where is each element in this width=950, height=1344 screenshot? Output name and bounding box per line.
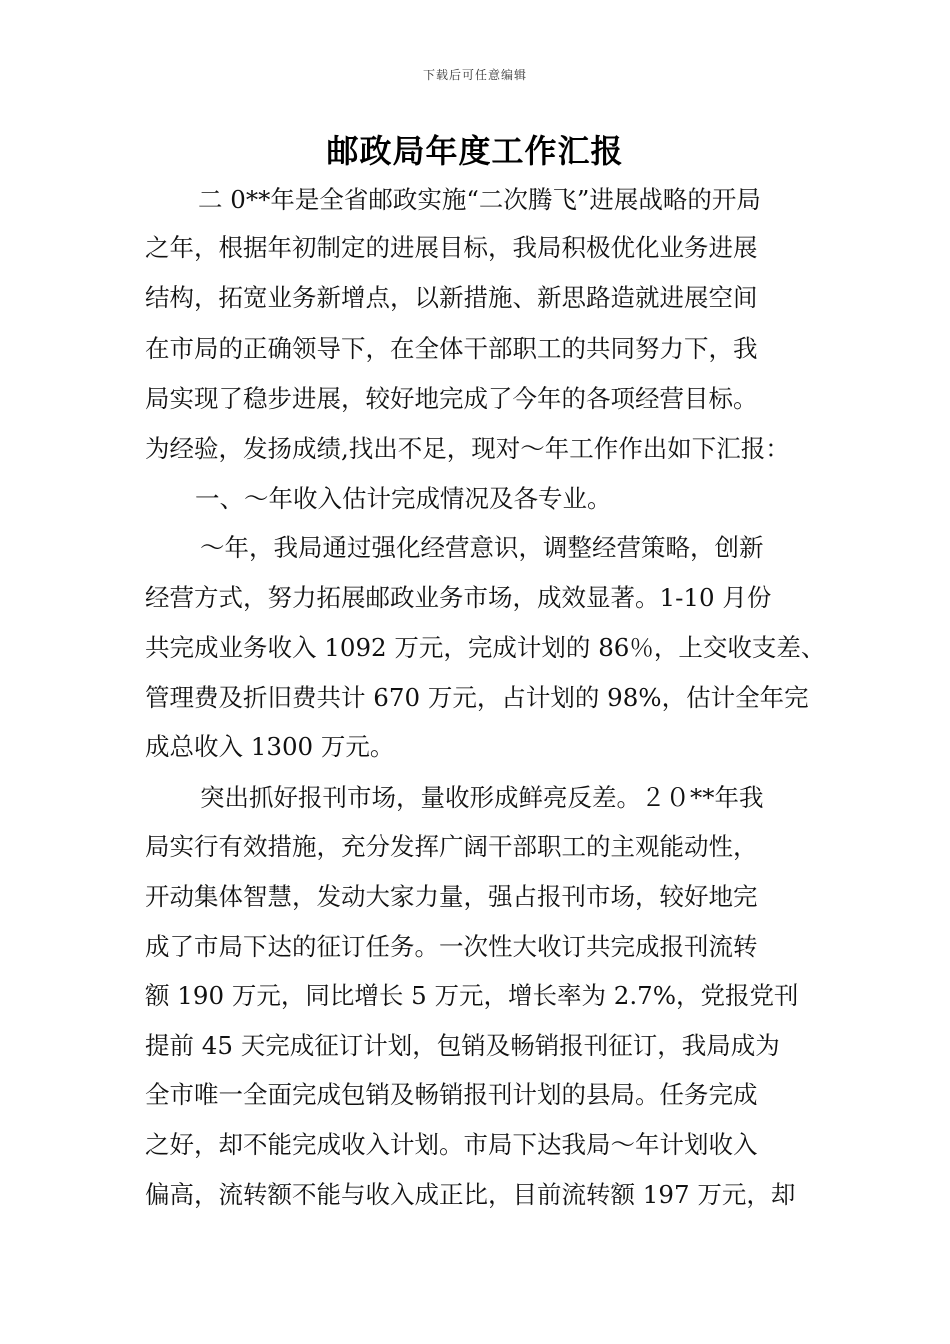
text-line: 提前 45 天完成征订计划，包销及畅销报刊征订，我局成为: [145, 1031, 780, 1060]
text-line: 成了市局下达的征订任务。一次性大收订共完成报刊流转: [145, 932, 758, 961]
text-line: 偏高，流转额不能与收入成正比，目前流转额 197 万元，却: [145, 1180, 796, 1209]
text-line: 全市唯一全面完成包销及畅销报刊计划的县局。任务完成: [145, 1080, 758, 1109]
text-line: 成总收入 1300 万元。: [145, 732, 395, 761]
text-line: 在市局的正确领导下，在全体干部职工的共同努力下，我: [145, 334, 758, 363]
text-line: 经营方式，努力拓展邮政业务市场，成效显著。1-10 月份: [145, 583, 772, 612]
text-line: 管理费及折旧费共计 670 万元，占计划的 98%，估计全年完: [145, 683, 809, 712]
text-line: 局实行有效措施，充分发挥广阔干部职工的主观能动性，: [145, 832, 758, 861]
text-line: 为经验，发扬成绩,找出不足，现对～年工作作出如下汇报：: [145, 434, 790, 463]
text-line: 结构，拓宽业务新增点，以新措施、新思路造就进展空间: [145, 283, 758, 312]
text-line: 二 0**年是全省邮政实施“二次腾飞”进展战略的开局: [198, 185, 761, 214]
text-line: 开动集体智慧，发动大家力量，强占报刊市场，较好地完: [145, 882, 758, 911]
text-line: 之好，却不能完成收入计划。市局下达我局～年计划收入: [145, 1130, 758, 1159]
header-note: 下载后可任意编辑: [422, 68, 527, 82]
text-line: ～年，我局通过强化经营意识，调整经营策略，创新: [200, 533, 764, 562]
text-line: 共完成业务收入 1092 万元，完成计划的 86％，上交收支差、: [145, 633, 826, 662]
document-title: 邮政局年度工作汇报: [326, 132, 624, 170]
text-line: 之年，根据年初制定的进展目标，我局积极优化业务进展: [145, 233, 758, 262]
text-line: 额 190 万元，同比增长 5 万元，增长率为 2.7%，党报党刊: [145, 981, 799, 1010]
section-heading: 一、～年收入估计完成情况及各专业。: [195, 484, 612, 513]
text-line: 局实现了稳步进展，较好地完成了今年的各项经营目标。: [145, 384, 758, 413]
text-line: 突出抓好报刊市场，量收形成鲜亮反差。２０**年我: [200, 783, 764, 812]
